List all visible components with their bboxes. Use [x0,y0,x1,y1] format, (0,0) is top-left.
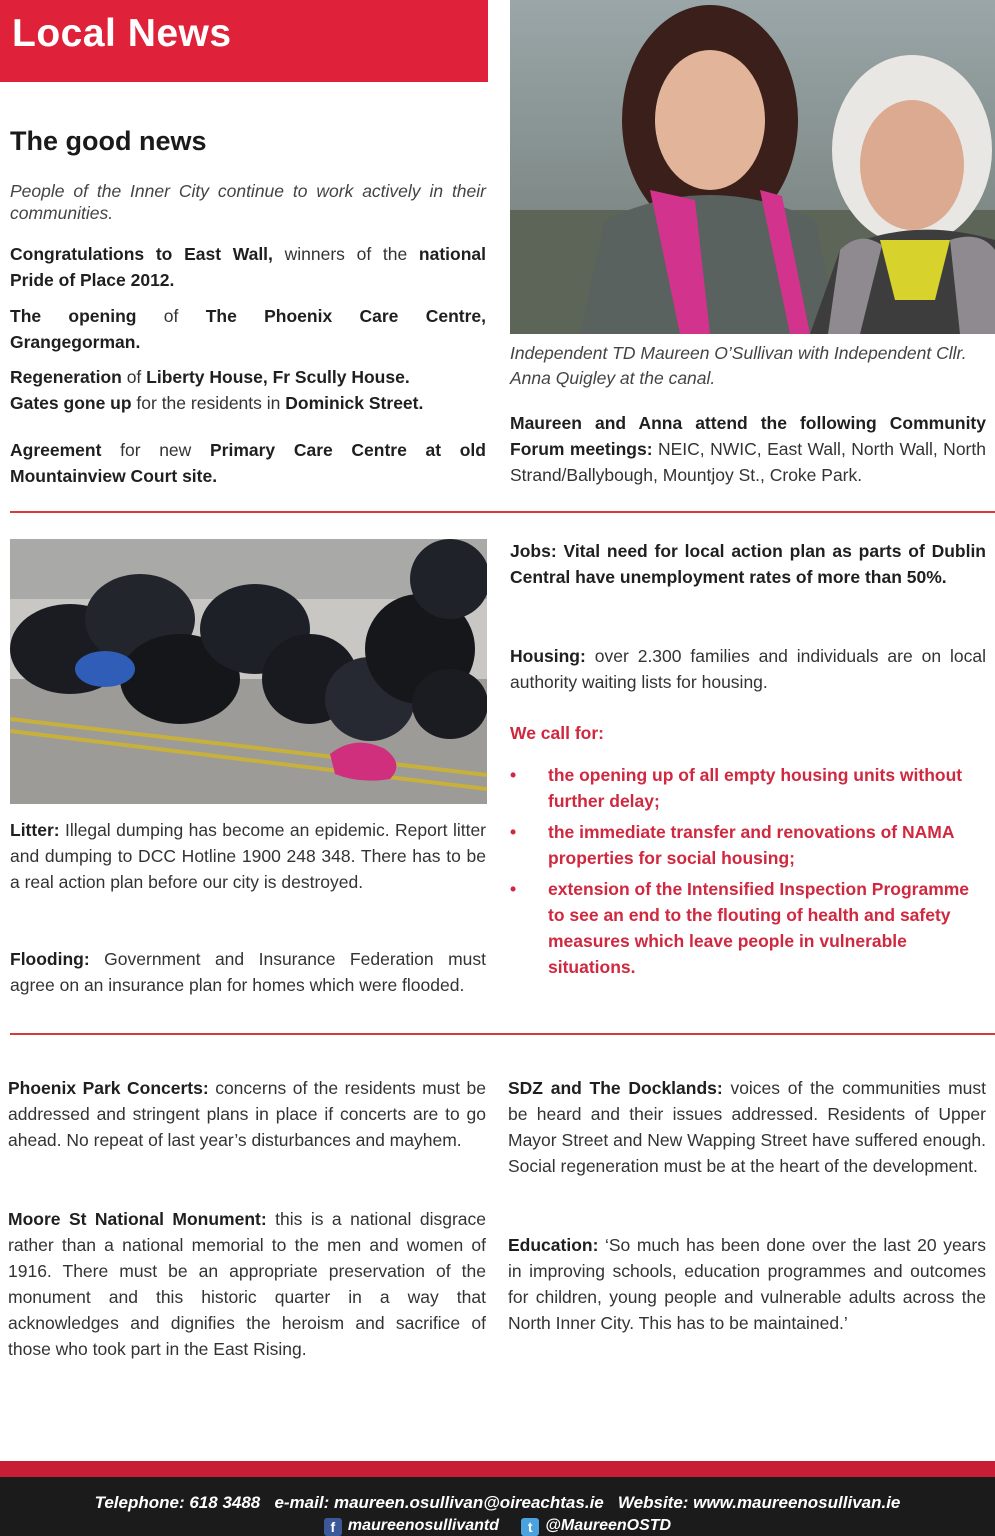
emphasis-text: national Pride of Place 2012. [10,244,487,290]
emphasis-text: Regeneration [10,367,122,387]
section-banner [0,0,488,82]
call-item-text: the opening up of all empty housing units without further delay; [548,765,963,811]
housing-label: Housing: [510,646,586,666]
good-news-item [10,303,486,355]
emphasis-text: The Phoenix Care Centre, Grangegorman. [10,306,486,352]
good-news-item [10,437,486,489]
footer-contact-line [0,1493,995,1513]
call-item [510,819,978,871]
body-text: for the residents in [131,393,286,413]
moore-st-label: Moore St National Monument: [8,1209,267,1229]
body-text: for new [101,440,210,460]
jobs-paragraph [510,538,986,590]
bullet-icon: • [510,822,517,842]
litter-text: Illegal dumping has become an epidemic. Report litter and dumping to DCC Hotline 1900 248 348. There has to be a real action plan before our city is destroyed. [10,820,486,892]
education-paragraph [508,1232,986,1336]
flooding-label: Flooding: [10,949,90,969]
housing-paragraph [510,643,986,695]
emphasis-text: Liberty House, Fr Scully House. [146,367,410,387]
flooding-paragraph [10,946,486,998]
footer-phone: Telephone: 618 3488 [94,1493,261,1512]
bullet-icon: • [510,879,517,899]
emphasis-text: The opening [10,306,137,326]
facebook-icon: f [324,1518,342,1536]
footer-website[interactable]: Website: www.maureenosullivan.ie [617,1493,901,1512]
forum-paragraph [510,410,986,488]
moore-st-text: this is a national disgrace rather than a national memorial to the men and women of 1916. There must be an appropriate preservation of the monument and this historic quarter in a way that acknowledges and dignifies the heroism and sacrifice of those who took part in the East Rising. [8,1209,486,1359]
sdz-label: SDZ and The Docklands: [508,1078,723,1098]
phoenix-park-paragraph [8,1075,486,1153]
photo-caption: Independent TD Maureen O’Sullivan with Independent Cllr. Anna Quigley at the canal. [510,343,967,388]
photo-rubbish-bags [10,539,487,804]
footer-email[interactable]: e-mail: maureen.osullivan@oireachtas.ie [274,1493,604,1512]
call-item [510,876,978,980]
body-text: winners of the [272,244,419,264]
body-text: of [121,367,147,387]
good-news-intro: People of the Inner City continue to work actively in their communities. [10,181,486,223]
twitter-icon: t [521,1518,539,1536]
education-label: Education: [508,1235,599,1255]
footer-twitter[interactable]: @MaureenOSTD [545,1517,672,1534]
footer-stripe [0,1461,995,1477]
housing-text: over 2.300 families and individuals are on local authority waiting lists for housing. [510,646,986,692]
section-divider [10,1033,995,1035]
footer-social-line [0,1517,995,1536]
forum-text: NEIC, NWIC, East Wall, North Wall, North Strand/Ballybough, Mountjoy St., Croke Park. [510,439,986,485]
call-item-text: extension of the Intensified Inspection Programme to see an end to the flouting of health and safety measures which leave people in vulnerable situations. [548,879,970,977]
call-heading: We call for: [510,723,605,743]
section-title: Local News [12,12,232,55]
emphasis-text: Congratulations to East Wall, [10,244,273,264]
call-item-text: the immediate transfer and renovations of NAMA properties for social housing; [548,822,954,868]
sdz-text: voices of the communities must be heard and their issues addressed. Residents of Upper Mayor Street and New Wapping Street have suffered enough. Social regeneration must be at the heart of the development. [508,1078,986,1176]
contact-footer [0,1477,995,1536]
litter-label: Litter: [10,820,60,840]
good-news-heading: The good news [10,126,207,156]
litter-paragraph [10,817,486,895]
flooding-text: Government and Insurance Federation must agree on an insurance plan for homes which were flooded. [10,949,486,995]
emphasis-text: Dominick Street. [285,393,424,413]
emphasis-text: Agreement [10,440,102,460]
section-divider [10,511,995,513]
phoenix-park-label: Phoenix Park Concerts: [8,1078,209,1098]
good-news-item [10,390,486,416]
education-text: ‘So much has been done over the last 20 years in improving schools, education programmes and outcomes for children, young people and vulnerable adults across the North Inner City. This has to be maintained.’ [508,1235,986,1333]
good-news-item [10,241,486,293]
photo-illustration [10,539,487,804]
photo-maureen-and-anna [510,0,995,334]
moore-st-paragraph [8,1206,486,1362]
call-item [510,762,978,814]
sdz-paragraph [508,1075,986,1179]
photo-illustration [510,0,995,334]
forum-lead: Maureen and Anna attend the following Community Forum meetings: [510,413,986,459]
footer-facebook[interactable]: maureenosullivantd [347,1517,500,1534]
phoenix-park-text: concerns of the residents must be addressed and stringent plans in place if concerts are to go ahead. No repeat of last year’s disturbances and mayhem. [8,1078,487,1150]
body-text: of [136,306,206,326]
bullet-icon: • [510,765,517,785]
emphasis-text: Primary Care Centre at old Mountainview Court site. [10,440,486,486]
emphasis-text: Gates gone up [10,393,132,413]
call-list [510,762,978,985]
jobs-text: Jobs: Vital need for local action plan as parts of Dublin Central have unemployment rates of more than 50%. [510,541,986,587]
good-news-item [10,364,486,390]
